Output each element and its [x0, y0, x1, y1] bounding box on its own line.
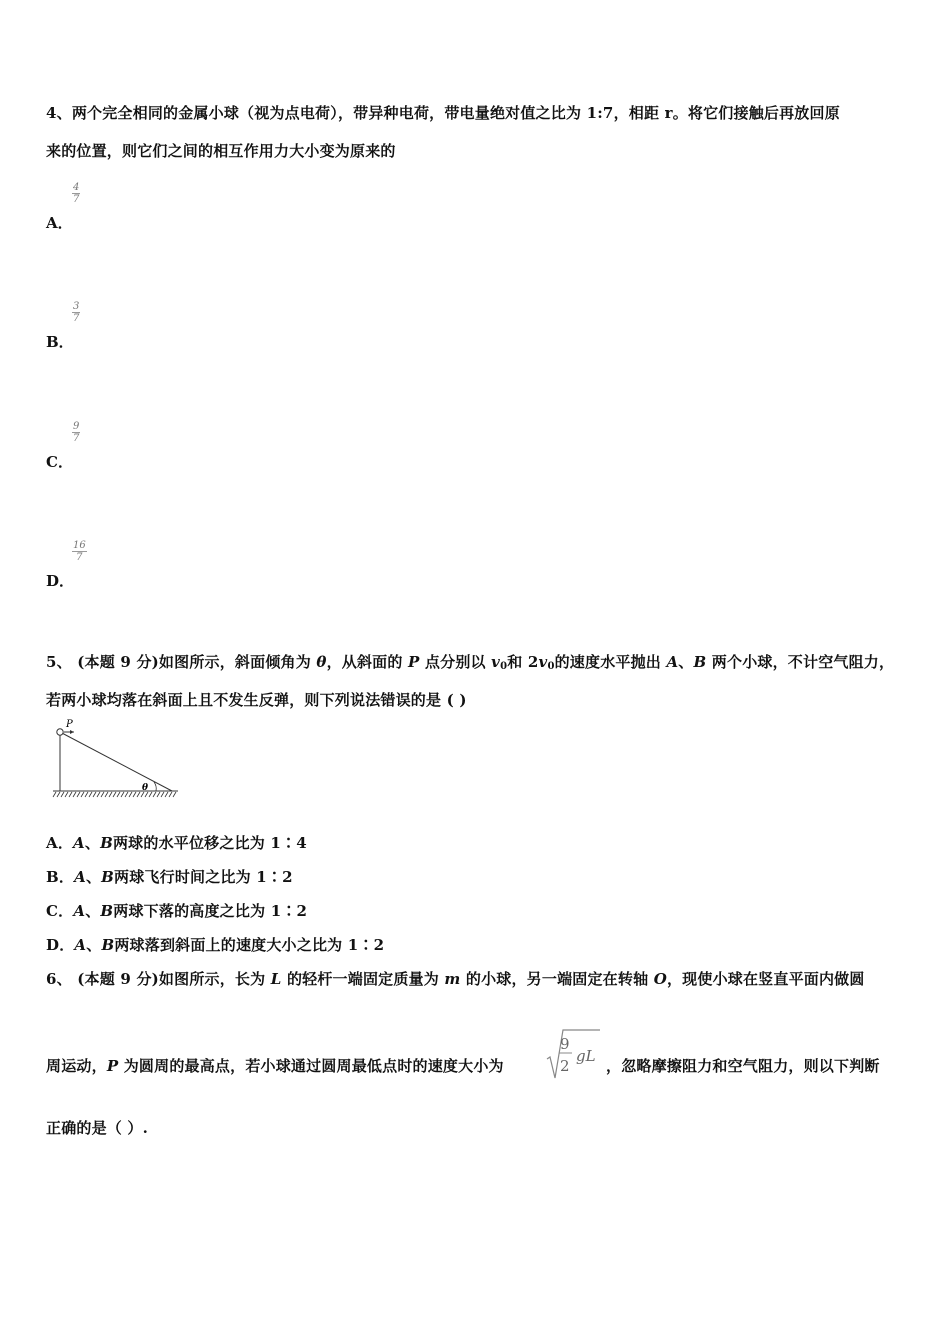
sqrt-denominator: 2 [560, 1057, 570, 1075]
sqrt-formula [546, 1028, 602, 1082]
q4-option-c-label: C． [46, 453, 73, 471]
ball-p [57, 729, 63, 735]
figure-label-p: P [66, 719, 73, 730]
q4-option-c-fraction: $\frac{9}{7}$ [73, 421, 80, 444]
q4-stem-line1: 4、两个完全相同的金属小球（视为点电荷），带异种电荷，带电量绝对值之比为 1:7，相距 r。将它们接触后再放回原 [46, 104, 840, 122]
sqrt-gl: gL [576, 1047, 596, 1065]
q4-option-d-label: D． [46, 572, 75, 590]
q4-option-a-fraction: $\frac{4}{7}$ [73, 182, 80, 205]
q6-stem-line2-right: ，忽略摩擦阻力和空气阻力，则以下判断 [606, 1057, 880, 1075]
q4-stem-line2: 来的位置，则它们之间的相互作用力大小变为原来的 [46, 142, 396, 160]
q5-option-d: D．A、B两球落到斜面上的速度大小之比为 1∶2 [46, 936, 385, 954]
q6-stem-line3: 正确的是（ ）. [46, 1119, 149, 1137]
incline-figure [50, 716, 182, 800]
q4-option-d-fraction: $\frac{16}{7}$ [73, 540, 86, 563]
q5-stem-line2: 若两小球均落在斜面上且不发生反弹，则下列说法错误的是 ( ) [46, 691, 467, 709]
q6-stem-line1: 6、 (本题 9 分)如图所示，长为 L 的轻杆一端固定质量为 m 的小球，另一端固定在转轴 O，现使小球在竖直平面内做圆 [46, 970, 865, 988]
q6-stem-line2-left: 周运动，P 为圆周的最高点，若小球通过圆周最低点时的速度大小为 [46, 1057, 504, 1075]
q4-option-b-fraction: $\frac{3}{7}$ [73, 301, 80, 324]
sqrt-numerator: 9 [560, 1035, 570, 1053]
q5-option-a: A．A、B两球的水平位移之比为 1∶4 [46, 834, 307, 852]
q4-option-b-label: B． [46, 333, 74, 351]
q4-option-a-label: A． [46, 214, 73, 232]
q5-option-b: B．A、B两球飞行时间之比为 1∶2 [46, 868, 293, 886]
q5-stem-line1: 5、 (本题 9 分)如图所示，斜面倾角为 θ，从斜面的 P 点分别以 $v_0$和 $2v_0$的速度水平抛出 A、B 两个小球，不计空气阻力， [46, 653, 895, 672]
q5-option-c: C．A、B两球下落的高度之比为 1∶2 [46, 902, 308, 920]
figure-label-theta: θ [142, 783, 149, 793]
